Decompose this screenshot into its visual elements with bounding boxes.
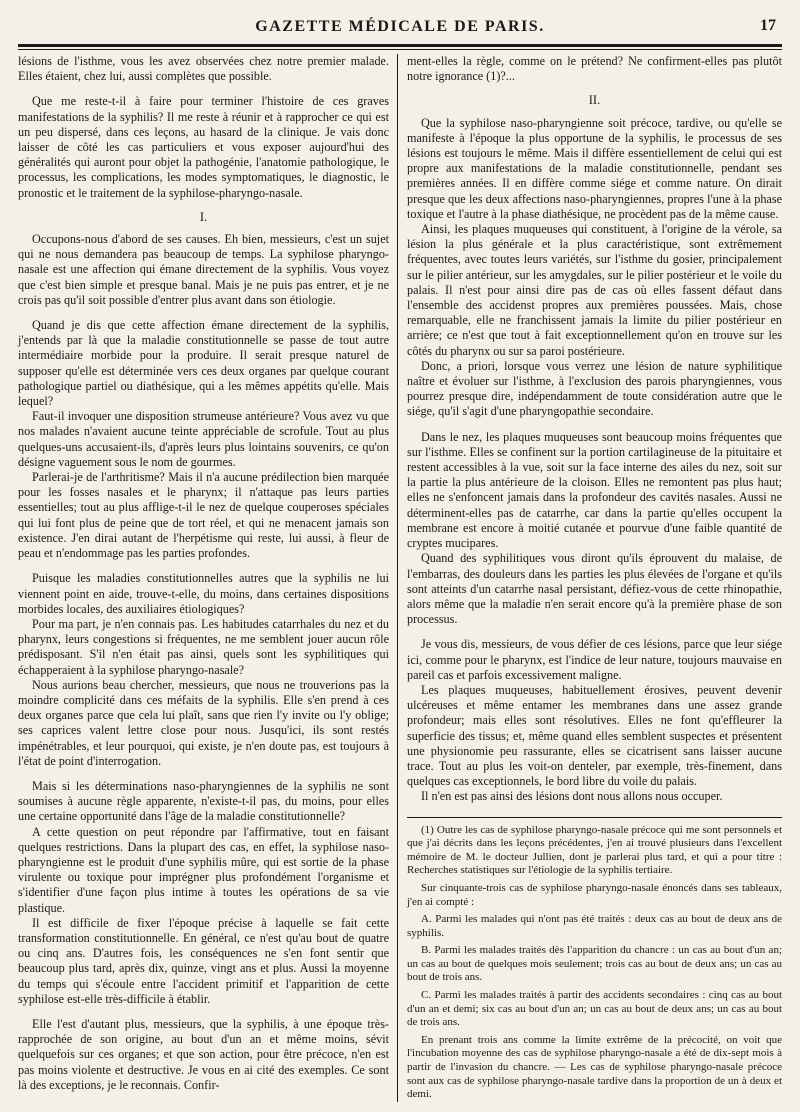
page-number: 17 bbox=[760, 17, 776, 34]
paragraph: Ainsi, les plaques muqueuses qui constituent, à l'origine de la vérole, sa lésion la plus générale et la plus caractéristique, sont extrêmement fréquentes, avec toutes leurs variétés, sur l'isthme du gosier, principalement sur le pilier antérieur, sur les amygdales, sur le pilier postérieur et le voile du palais. Il n'est pour ainsi dire pas de cas où elles fassent défaut dans l'ensemble des accidenst propres aux premières poussées. Mais, chose remarquable, elle ne franchissent jamais la limite du pilier postérieur en arrière; ce n'est que tout à fait exceptionnellement qu'on en trouve sur les côtés du pharynx ou sur sa paroi postérieure. bbox=[407, 222, 782, 358]
paragraph: Que la syphilose naso-pharyngienne soit précoce, tardive, ou qu'elle se manifeste à l'époque la plus opportune de la syphilis, le processus de ses lésions est toujours le même. Mais il diffère essentiellement de celui qui est propre aux manifestations de la maladie constitutionnelle, pendant ses premières années. Il en diffère comme siége et comme nature. On dirait presque que les deux affections naso-pharyngiennes, propres l'une à la phase toxique et l'autre à la phase diathésique, ne procèdent pas de la même cause. bbox=[407, 115, 782, 221]
footnote: A. Parmi les malades qui n'ont pas été traités : deux cas au bout de deux ans de syphilis. bbox=[407, 913, 782, 939]
footnote: (1) Outre les cas de syphilose pharyngo-nasale précoce qui me sont personnels et que j'ai décrits dans les leçons précédentes, j'en ai trouvé plusieurs dans l'excellent mémoire de M. le docteur Jullien, dont je parlerai plus tard, et qui a pour titre : Recherches statistiques sur l'étiologie de la syphilis tertiaire. bbox=[407, 823, 782, 877]
paragraph: Quand des syphilitiques vous diront qu'ils éprouvent du malaise, de l'embarras, des douleurs dans les parties les plus élevées de l'organe et qu'ils sont atteints d'un catarrhe nasal persistant, défiez-vous de cette rhinopathie, alors même que la maladie n'en serait encore qu'à la première phase de son processus. bbox=[407, 551, 782, 627]
footnote: B. Parmi les malades traités dès l'apparition du chancre : un cas au bout d'un an; un cas au bout de quelques mois seulement; trois cas au bout de deux ans; un cas au bout de trois ans. bbox=[407, 944, 782, 984]
paragraph: lésions de l'isthme, vous les avez observées chez notre premier malade. Elles étaient, chez lui, aussi complètes que possible. bbox=[18, 54, 389, 84]
journal-title: GAZETTE MÉDICALE DE PARIS. bbox=[255, 18, 545, 35]
paragraph: Elle l'est d'autant plus, messieurs, que la syphilis, à une époque très-rapprochée de son origine, au bout d'un an et même moins, sévit quelquefois sur ces organes; et que son action, pour être précoce, n'en est pas moins violente et destructive. Je vous en ai cité des exemples. Ce sont là des exceptions, je le reconnais. Confir- bbox=[18, 1016, 389, 1092]
footnote: En prenant trois ans comme la limite extrême de la précocité, on voit que l'incubation moyenne des cas de syphilose pharyngo-nasale a été de dix-sept mois à partir de l'invasion du chancre. — Les cas de syphilose pharyngo-nasale précoce sont aux cas de syphilose pharyngo-nasale tardive dans la proportion de un à deux et demi. bbox=[407, 1033, 782, 1101]
paragraph: Dans le nez, les plaques muqueuses sont beaucoup moins fréquentes que sur l'isthme. Elles se confinent sur la portion cartilagineuse de la pituitaire et restent accessibles à la vue, soit sur la face interne des ailes du nez, soit sur la partie la plus antérieure de la cloison. Elles ne remontent pas plus haut; elles ne s'enfoncent jamais dans la profondeur des cavités nasales. Aussi ne déterminent-elles pas de catarrhe, car dans la partie qu'elles occupent la membrane est encore à moitié cutanée et pourvue d'une faible quantité de cryptes mucipares. bbox=[407, 429, 782, 551]
paragraph: Faut-il invoquer une disposition strumeuse antérieure? Vous avez vu que nos malades n'avaient aucune teinte appréciable de scrofule. Tout au plus quelques-uns accusaient-ils, d'après leurs plus lointains souvenirs, ce qu'on désigne vaguement sous le nom de gourmes. bbox=[18, 409, 389, 469]
footnote: Sur cinquante-trois cas de syphilose pharyngo-nasale énoncés dans ses tableaux, j'en ai compté : bbox=[407, 881, 782, 908]
paragraph: ment-elles la règle, comme on le prétend? Ne confirment-elles pas plutôt notre ignorance (1)?... bbox=[407, 54, 782, 84]
footnotes bbox=[407, 817, 782, 1102]
footnote: C. Parmi les malades traités à partir des accidents secondaires : cinq cas au bout d'un an et demi; six cas au bout d'un an; un cas au bout de deux ans; un cas au bout de trois ans. bbox=[407, 989, 782, 1029]
right-column bbox=[398, 54, 782, 1102]
header-rule-thin bbox=[18, 49, 782, 50]
paragraph: Puisque les maladies constitutionnelles autres que la syphilis ne lui viennent point en aide, trouve-t-elle, du moins, dans certaines dispositions morbides locales, des auxiliaires étiologiques? bbox=[18, 571, 389, 616]
paragraph: Je vous dis, messieurs, de vous défier de ces lésions, parce que leur siége ici, comme pour le pharynx, est l'indice de leur nature, toujours mauvaise en pareil cas et parfois excessivement maligne. bbox=[407, 637, 782, 682]
paragraph: Quand je dis que cette affection émane directement de la syphilis, j'entends par là que la maladie constitutionnelle se passe de tout autre intermédiaire morbide pour la produire. Il serait presque naturel de supposer qu'elle est déterminée vers ces deux organes par quelque courant pathologique partiel ou diathésique, qui a les mêmes appétits qu'elle. Mais lequel? bbox=[18, 318, 389, 409]
section-heading: II. bbox=[588, 93, 601, 108]
paragraph: Il n'en est pas ainsi des lésions dont nous allons nous occuper. bbox=[421, 789, 723, 804]
paragraph: Nous aurions beau chercher, messieurs, que nous ne trouverions pas la moindre complicité dans ces méfaits de la syphilis. Elle s'en prend à ces deux organes parce que cela lui plaît, sans que rien l'y invite ou l'y oblige; ses caprices valent lettre close pour nous. Jusqu'ici, ils sont restés impénétrables, et leur pourquoi, qui existe, je n'en doute pas, est toujours à l'état de point d'interrogation. bbox=[18, 677, 389, 768]
section-heading: I. bbox=[199, 209, 208, 224]
paragraph: A cette question on peut répondre par l'affirmative, tout en faisant quelques restrictions. Dans la plupart des cas, en effet, la syphilose naso-pharyngienne est le produit d'une syphilis mûre, qui est sortie de la phase virulente ou toxique pour imprégner plus profondément l'organisme et s'identifier d'une façon plus intime à toutes les opérations de sa vie plastique. bbox=[18, 824, 389, 915]
paragraph: Parlerai-je de l'arthritisme? Mais il n'a aucune prédilection bien marquée pour les fosses nasales et le pharynx; il n'attaque pas leurs parties essentielles; tout au plus afflige-t-il le nez de quelque couperoses spéciales qui lui font plus de peine que de tort réel, et qui ne menacent jamais son existence. J'en dirai autant de l'herpétisme qui reste, lui aussi, à fleur de peau et n'endommage pas les parties profondes. bbox=[18, 470, 389, 561]
page-header bbox=[18, 14, 782, 38]
paragraph: Il est difficile de fixer l'époque précise à laquelle se fait cette transformation constitutionnelle. En général, ce n'est qu'au bout de quatre ou cinq ans. D'autres fois, les conséquences ne s'en font sentir que beaucoup plus tard, après dix, quinze, vingt ans et plus. Aussi la moyenne du temps qui s'écoule entre l'accident primitif et l'apparition de cette syphilose est-elle très-difficile à établir. bbox=[18, 915, 389, 1006]
paragraph: Mais si les déterminations naso-pharyngiennes de la syphilis ne sont soumises à aucune règle apparente, n'existe-t-il pas, du moins, pour elles une certaine opportunité dans l'âge de la maladie constitutionnelle? bbox=[18, 778, 389, 824]
paragraph: Occupons-nous d'abord de ses causes. Eh bien, messieurs, c'est un sujet qui ne nous demandera pas beaucoup de temps. La syphilose pharyngo-nasale est une affection qui émane directement de la syphilis. Vous voyez que c'est bien simple et presque banal. Mais je ne puis pas entrer, et je ne crois pas qu'il soit possible d'entrer plus avant dans son étiologie. bbox=[18, 232, 389, 307]
paragraph: Que me reste-t-il à faire pour terminer l'histoire de ces graves manifestations de la syphilis? Il me reste à réunir et à rapprocher ce qui est un peu dispersé, dans ces leçons, au hasard de la clinique. Je vais donc laisser de côté les cas particuliers et vous exposer aujourd'hui des généralités qui auront pour objet la pathogénie, l'anatomie pathologique, le processus, les complications, les modes symptomatiques, le diagnostic, le pronostic et le traitement de la syphilose-pharyngo-nasale. bbox=[18, 94, 389, 200]
paragraph: Pour ma part, je n'en connais pas. Les habitudes catarrhales du nez et du pharynx, leurs congestions si fréquentes, ne me semblent jouer aucun rôle prédisposant. S'il n'en était pas ainsi, quels sont les syphilitiques qui échapperaient à la syphilose pharyngo-nasale? bbox=[18, 616, 389, 677]
paragraph: Les plaques muqueuses, habituellement érosives, peuvent devenir ulcéreuses et même entamer les membranes dans une assez grande profondeur; mais elles sont résolutives. Elles ne font qu'effleurer la superficie des tissus; et, même quand elles semblent suspectes et présentent une physionomie peu rassurante, elles se cicatrisent sans laisser aucune trace. Tout au plus les voit-on denteler, par exemple, très-finement, dans quelques cas exceptionnels, le bord libre du voile du palais. bbox=[407, 682, 782, 789]
header-rule-thick bbox=[18, 44, 782, 47]
paragraph: Donc, a priori, lorsque vous verrez une lésion de nature syphilitique naître et évoluer sur l'isthme, à l'exclusion des parois pharyngiennes, vous pourrez presque dire, indépendamment de toute considération autre que le siége, qu'il s'agit d'une pharyngopathie secondaire. bbox=[407, 358, 782, 419]
two-column-body bbox=[18, 54, 782, 1102]
left-column bbox=[18, 54, 398, 1102]
